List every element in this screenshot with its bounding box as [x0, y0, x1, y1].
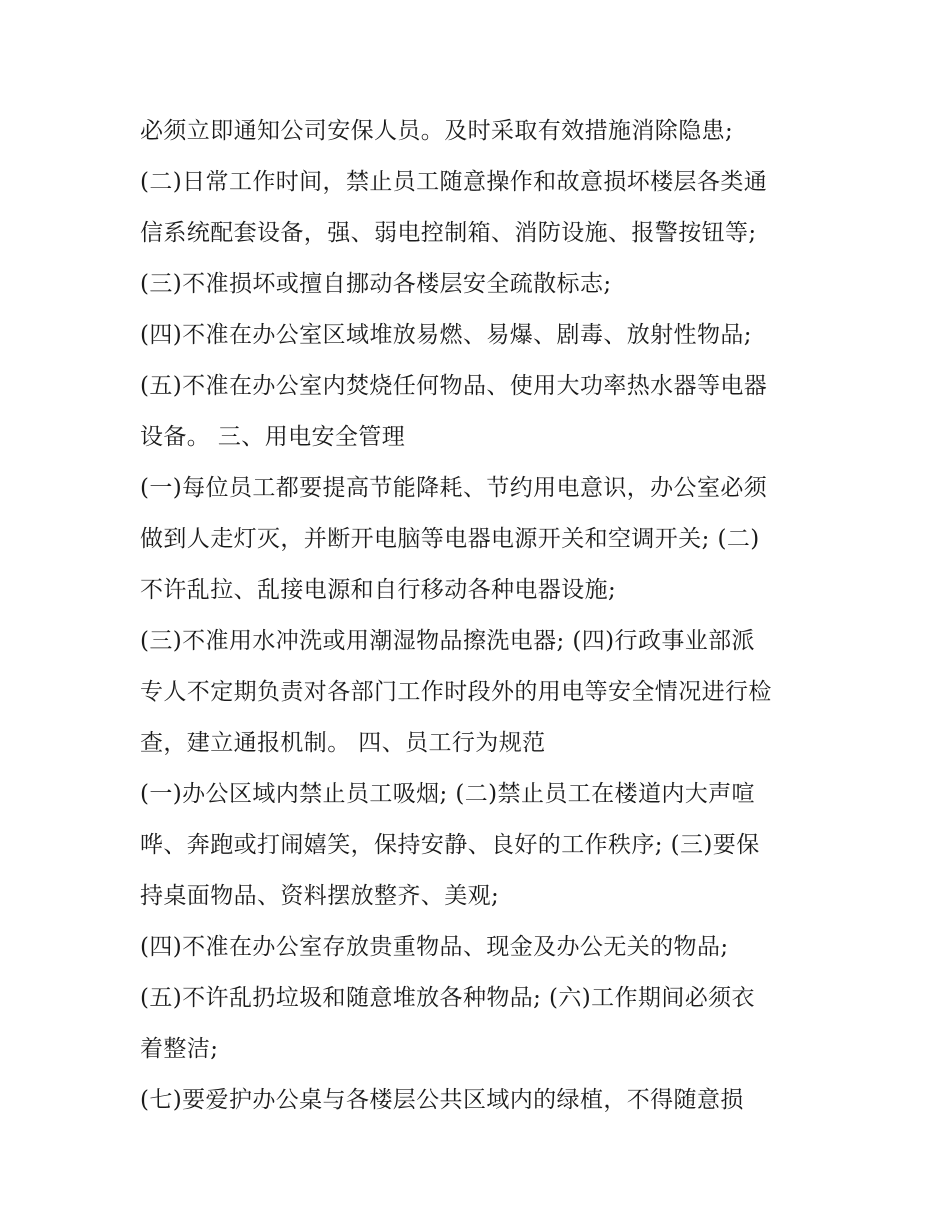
text-line: 专人不定期负责对各部门工作时段外的用电等安全情况进行检: [140, 679, 772, 705]
text-line: (一)每位员工都要提高节能降耗、节约用电意识，办公室必须: [140, 475, 768, 501]
text-line: 不许乱拉、乱接电源和自行移动各种电器设施;: [140, 577, 617, 603]
text-line: 持桌面物品、资料摆放整齐、美观;: [140, 883, 500, 909]
text-line: (三)不准用水冲洗或用潮湿物品擦洗电器; (四)行政事业部派: [140, 628, 755, 654]
text-line: (二)日常工作时间，禁止员工随意操作和故意损坏楼层各类通: [140, 169, 768, 195]
text-line: (五)不许乱扔垃圾和随意堆放各种物品; (六)工作期间必须衣: [140, 985, 755, 1011]
text-line: (一)办公区域内禁止员工吸烟; (二)禁止员工在楼道内大声喧: [140, 781, 755, 807]
text-line: 必须立即通知公司安保人员。及时采取有效措施消除隐患;: [140, 118, 734, 144]
text-line: 着整洁;: [140, 1036, 219, 1062]
text-line: 查，建立通报机制。 四、员工行为规范: [140, 730, 546, 756]
text-line: (三)不准损坏或擅自挪动各楼层安全疏散标志;: [140, 271, 612, 297]
text-line: 做到人走灯灭，并断开电脑等电器电源开关和空调开关; (二): [140, 526, 760, 552]
text-line: 信系统配套设备，强、弱电控制箱、消防设施、报警按钮等;: [140, 220, 757, 246]
text-line: (四)不准在办公室区域堆放易燃、易爆、剧毒、放射性物品;: [140, 322, 752, 348]
text-line: (五)不准在办公室内焚烧任何物品、使用大功率热水器等电器: [140, 373, 768, 399]
text-line: (四)不准在办公室存放贵重物品、现金及办公无关的物品;: [140, 934, 729, 960]
document-body: [140, 106, 830, 1126]
text-line: (七)要爱护办公桌与各楼层公共区域内的绿植，不得随意损: [140, 1087, 744, 1113]
text-line: 设备。 三、用电安全管理: [140, 424, 406, 450]
text-line: 哗、奔跑或打闹嬉笑，保持安静、良好的工作秩序; (三)要保: [140, 832, 760, 858]
